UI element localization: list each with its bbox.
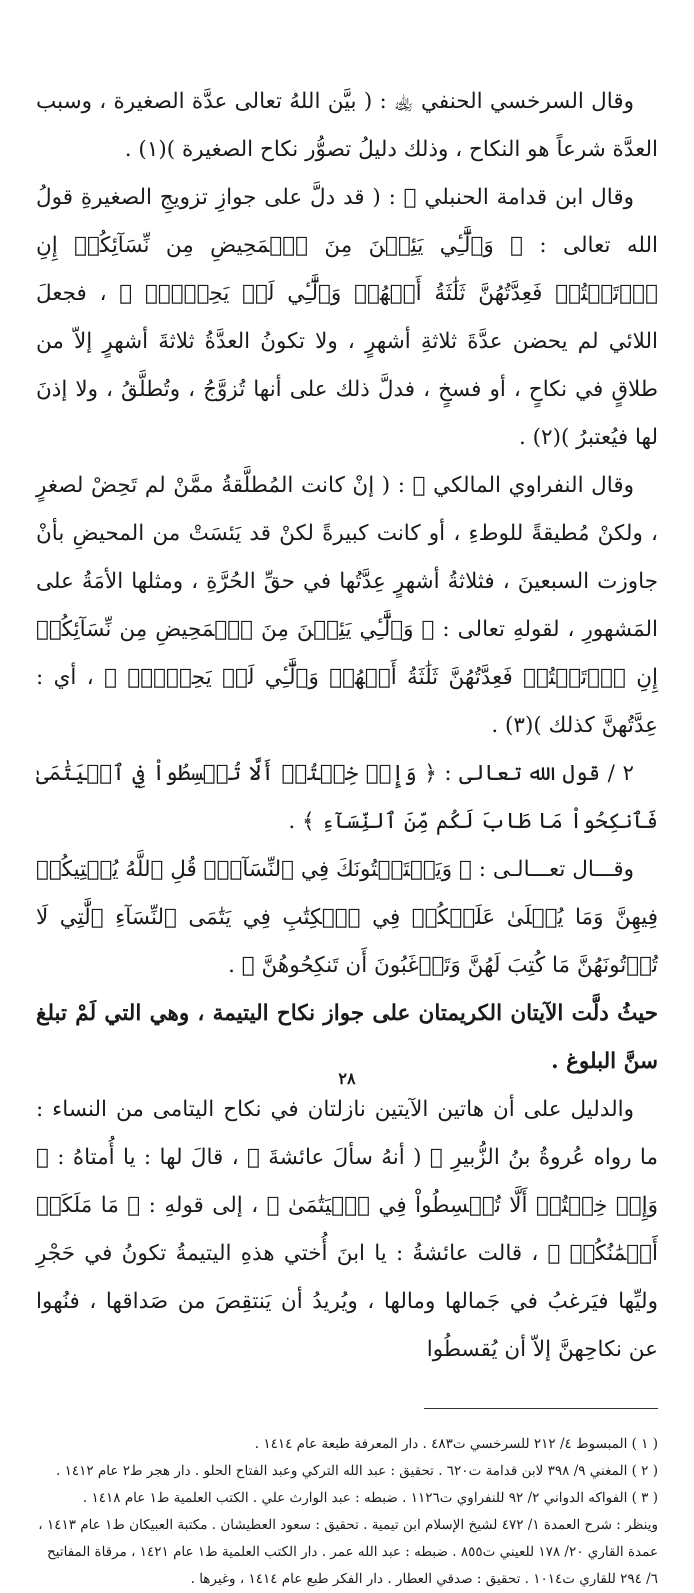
paragraph-nafrawi: وقال النفراوي المالكي ﵀ : ( إنْ كانت المُطلَّقةُ ممَّنْ لم تَحِضْ لصغرٍ ، ولكنْ مُطيقةً للوطءِ ، أو كانت كبيرةً لكنْ قد يَئسَتْ من المحيضِ بأنْ جاوزت السبعينَ ، فثلاثةُ أشهرٍ عِدَّتُها في حقِّ الحُرَّةِ ، ومثلها الأمَةُ على المَشهورِ ، لقولهِ تعالى : ﴿ وَٱلَّٰٓـِٔي يَئِسۡنَ مِنَ ٱلۡمَحِيضِ مِن نِّسَآئِكُمۡ إِنِ ٱرۡتَبۡتُمۡ فَعِدَّتُهُنَّ ثَلَٰثَةُ أَشۡهُرٖ وَٱلَّٰٓـِٔي لَمۡ يَحِضۡنَۚ ﴾ ، أي : عِدَّتُهنَّ كذلك )(٣) . — [36, 473, 658, 738]
paragraph-verse-yastaftunak: وقـــال تعـــالـى : ﴿ وَيَسۡتَفۡتُونَكَ فِي ٱلنِّسَآءِۖ قُلِ ٱللَّهُ يُفۡتِيكُمۡ فِيهِنَّ وَمَا يُتۡلَىٰ عَلَيۡكُمۡ فِي ٱلۡكِتَٰبِ فِي يَتَٰمَى ٱلنِّسَآءِ ٱلَّٰتِي لَا تُؤۡتُونَهُنَّ مَا كُتِبَ لَهُنَّ وَتَرۡغَبُونَ أَن تَنكِحُوهُنَّ ﴾ . — [36, 857, 658, 978]
paragraph-conclusion: حيثُ دلَّت الآيتان الكريمتان على جواز نكاح اليتيمة ، وهي التي لَمْ تبلغ سنَّ البلوغ . — [36, 1001, 658, 1074]
footnote-3-continuation: وينظر : شرح العمدة ١/ ٤٧٢ لشيخ الإسلام ابن تيمية . تحقيق : سعود العطيشان . مكتبة العبيكان ط١ عام ١٤١٣ ، عمدة القاري ٢٠/ ١٧٨ للعيني ت٨٥٥ . ضبطه : عبد الله عمر . دار الكتب العلمية ط١ عام ١٤٢١ ، مرقاة المفاتيح ٦/ ٢٩٤ للقاري ت١٠١٤ . تحقيق : صدقي العطار . دار الفكر طبع عام ١٤١٤ ، وغيرها . — [38, 1517, 658, 1587]
paragraph-ibn-qudamah: وقال ابن قدامة الحنبلي ﵀ : ( قد دلَّ على جوازِ تزويجِ الصغيرةِ قولُ الله تعالى : ﴿ وَٱلَّٰٓـِٔي يَئِسۡنَ مِنَ ٱلۡمَحِيضِ مِن نِّسَآئِكُمۡ إِنِ ٱرۡتَبۡتُمۡ فَعِدَّتُهُنَّ ثَلَٰثَةُ أَشۡهُرٖ وَٱلَّٰٓـِٔي لَمۡ يَحِضۡنَۚ ﴾ ، فجعلَ اللائي لم يحضن عدَّةَ ثلاثةِ أشهرٍ ، ولا تكونُ العدَّةُ ثلاثةَ أشهرٍ إلاّ من طلاقٍ في نكاحٍ ، أو فسخٍ ، فدلَّ ذلك على أنها تُزوَّجُ ، وتُطلَّقُ ، ولا إذنَ لها فيُعتبرُ )(٢) . — [36, 185, 658, 450]
paragraph-sarakhsi: وقال السرخسي الحنفي ﵀ : ( بيَّن اللهُ تعالى عدَّة الصغيرة ، وسبب العدَّة شرعاً هو النكاح ، وذلك دليلُ تصوُّر نكاح الصغيرة )(١) . — [36, 89, 658, 162]
page-number: ٢٨ — [338, 1069, 356, 1088]
paragraph-verse-2: ٢ / قول الله تعالى : ﴿ وَإِنۡ خِفۡتُمۡ أَلَّا تُقۡسِطُواْ فِي ٱلۡيَتَٰمَىٰ فَٱنكِحُواْ مَا طَابَ لَكُم مِّنَ ٱلنِّسَآءِ ﴾ . — [36, 761, 658, 834]
book-page — [36, 78, 658, 1587]
footnote-1: ( ١ ) المبسوط ٤/ ٢١٢ للسرخسي ت٤٨٣ . دار المعرفة طبعة عام ١٤١٤ . — [254, 1436, 658, 1452]
footnote-3: ( ٣ ) الفواكه الدواني ٢/ ٩٢ للنفراوي ت١١٢٦ . ضبطه : عبد الوارث علي . الكتب العلمية ط١ عام ١٤١٨ . — [82, 1490, 658, 1506]
footnote-2: ( ٢ ) المغني ٩/ ٣٩٨ لابن قدامة ت٦٢٠ . تحقيق : عبد الله التركي وعبد الفتاح الحلو . دار هجر ط٢ عام ١٤١٢ . — [56, 1463, 658, 1479]
paragraph-evidence: والدليل على أن هاتين الآيتين نازلتان في نكاح اليتامى من النساء : ما رواه عُروةُ بنُ الزُّبيرِ ﵀ ( أنهُ سألَ عائشةَ ﵂ ، قالَ لها : يا أُمتاهُ : ﴿ وَإِنۡ خِفۡتُمۡ أَلَّا تُقۡسِطُواْ فِي ٱلۡيَتَٰمَىٰ ﴾ ، إلى قولهِ : ﴿ مَا مَلَكَتۡ أَيۡمَٰنُكُمۡ ﴾ ، قالت عائشةُ : يا ابنَ أُختي هذهِ اليتيمةُ تكونُ في حَجْرِ وليِّها فيَرغبُ في جَمالها ومالها ، ويُريدُ أن يَنتقِصَ من صَداقها ، فنُهوا عن نكاحِهنَّ إلاّ أن يُقسطُوا — [36, 1097, 658, 1362]
footnote-divider — [424, 1408, 658, 1409]
